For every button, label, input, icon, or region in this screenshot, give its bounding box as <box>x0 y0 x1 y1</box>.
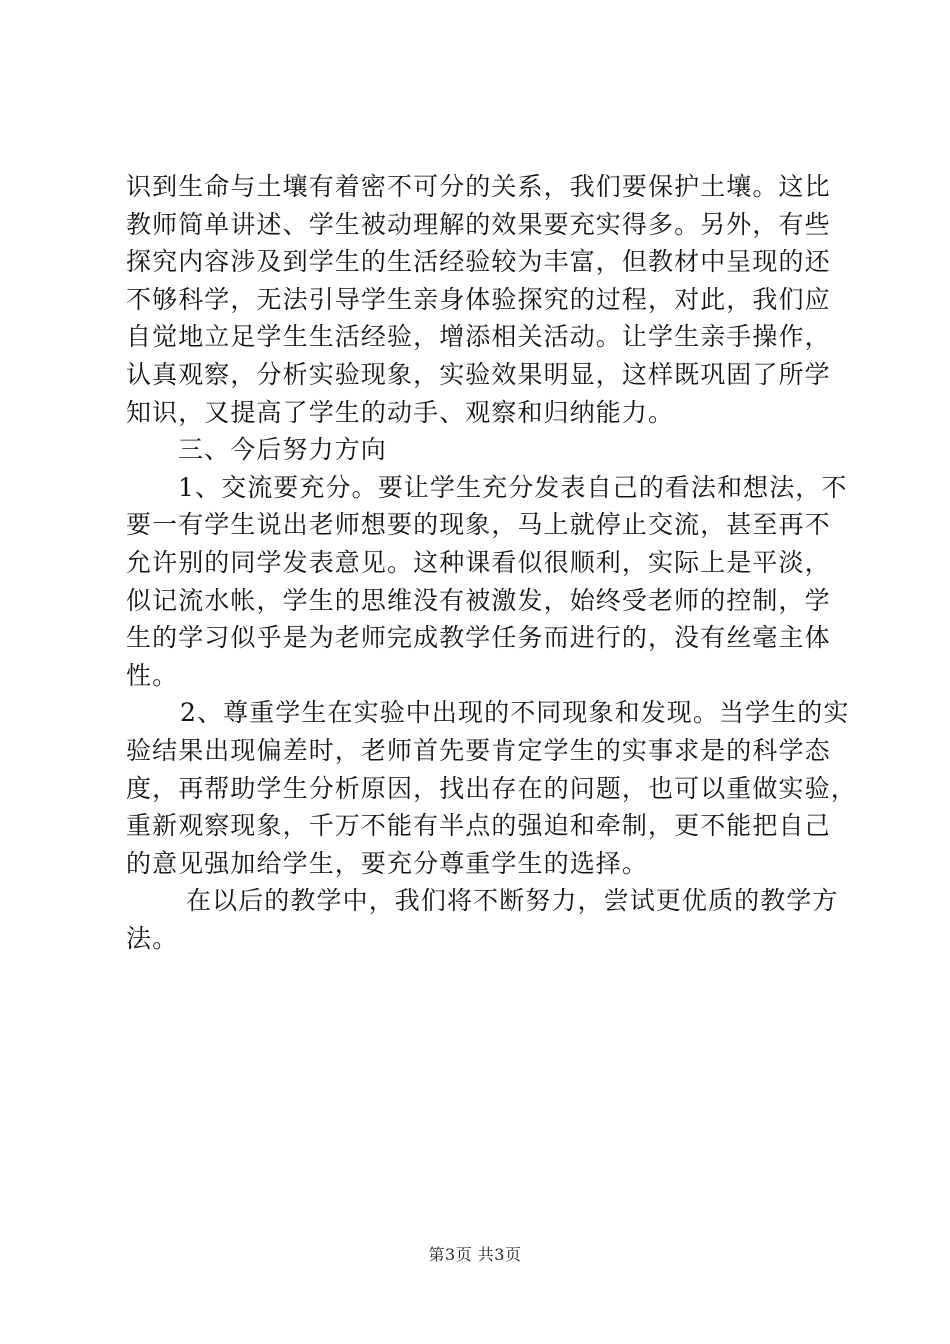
text-line: 教师简单讲述、学生被动理解的效果要充实得多。另外，有些 <box>126 209 831 239</box>
text-line: 要一有学生说出老师想要的现象，马上就停止交流，甚至再不 <box>126 510 831 540</box>
text-line: 法。 <box>126 923 179 953</box>
text-line: 在以后的教学中，我们将不断努力，尝试更优质的教学方 <box>186 886 839 916</box>
text-line: 识到生命与土壤有着密不可分的关系，我们要保护土壤。这比 <box>126 172 831 201</box>
text-line: 生的学习似乎是为老师完成教学任务而进行的，没有丝毫主体 <box>126 623 831 653</box>
text-line: 2、尊重学生在实验中出现的不同现象和发现。当学生的实 <box>180 698 850 728</box>
text-line: 认真观察，分析实验现象，实验效果明显，这样既巩固了所学 <box>126 359 831 389</box>
text-line: 1、交流要充分。要让学生充分发表自己的看法和想法，不 <box>178 472 848 502</box>
text-line: 的意见强加给学生，要充分尊重学生的选择。 <box>126 848 649 878</box>
body-text <box>126 168 857 957</box>
text-line: 自觉地立足学生生活经验，增添相关活动。让学生亲手操作， <box>126 322 831 352</box>
text-line: 重新观察现象，千万不能有半点的强迫和牵制，更不能把自己 <box>126 811 831 841</box>
text-line: 似记流水帐，学生的思维没有被激发，始终受老师的控制，学 <box>126 585 831 615</box>
text-line: 度，再帮助学生分析原因，找出存在的问题，也可以重做实验， <box>126 773 857 803</box>
text-line: 验结果出现偏差时，老师首先要肯定学生的实事求是的科学态 <box>126 735 831 765</box>
section-heading: 三、今后努力方向 <box>178 435 387 465</box>
text-line: 性。 <box>126 660 179 690</box>
text-line: 允许别的同学发表意见。这种课看似很顺利，实际上是平淡， <box>126 547 831 577</box>
text-line: 探究内容涉及到学生的生活经验较为丰富，但教材中呈现的还 <box>126 247 831 277</box>
page-footer: 第3页 共3页 <box>428 1245 522 1264</box>
text-line: 不够科学，无法引导学生亲身体验探究的过程，对此，我们应 <box>126 284 831 314</box>
text-line: 知识，又提高了学生的动手、观察和归纳能力。 <box>126 397 675 427</box>
